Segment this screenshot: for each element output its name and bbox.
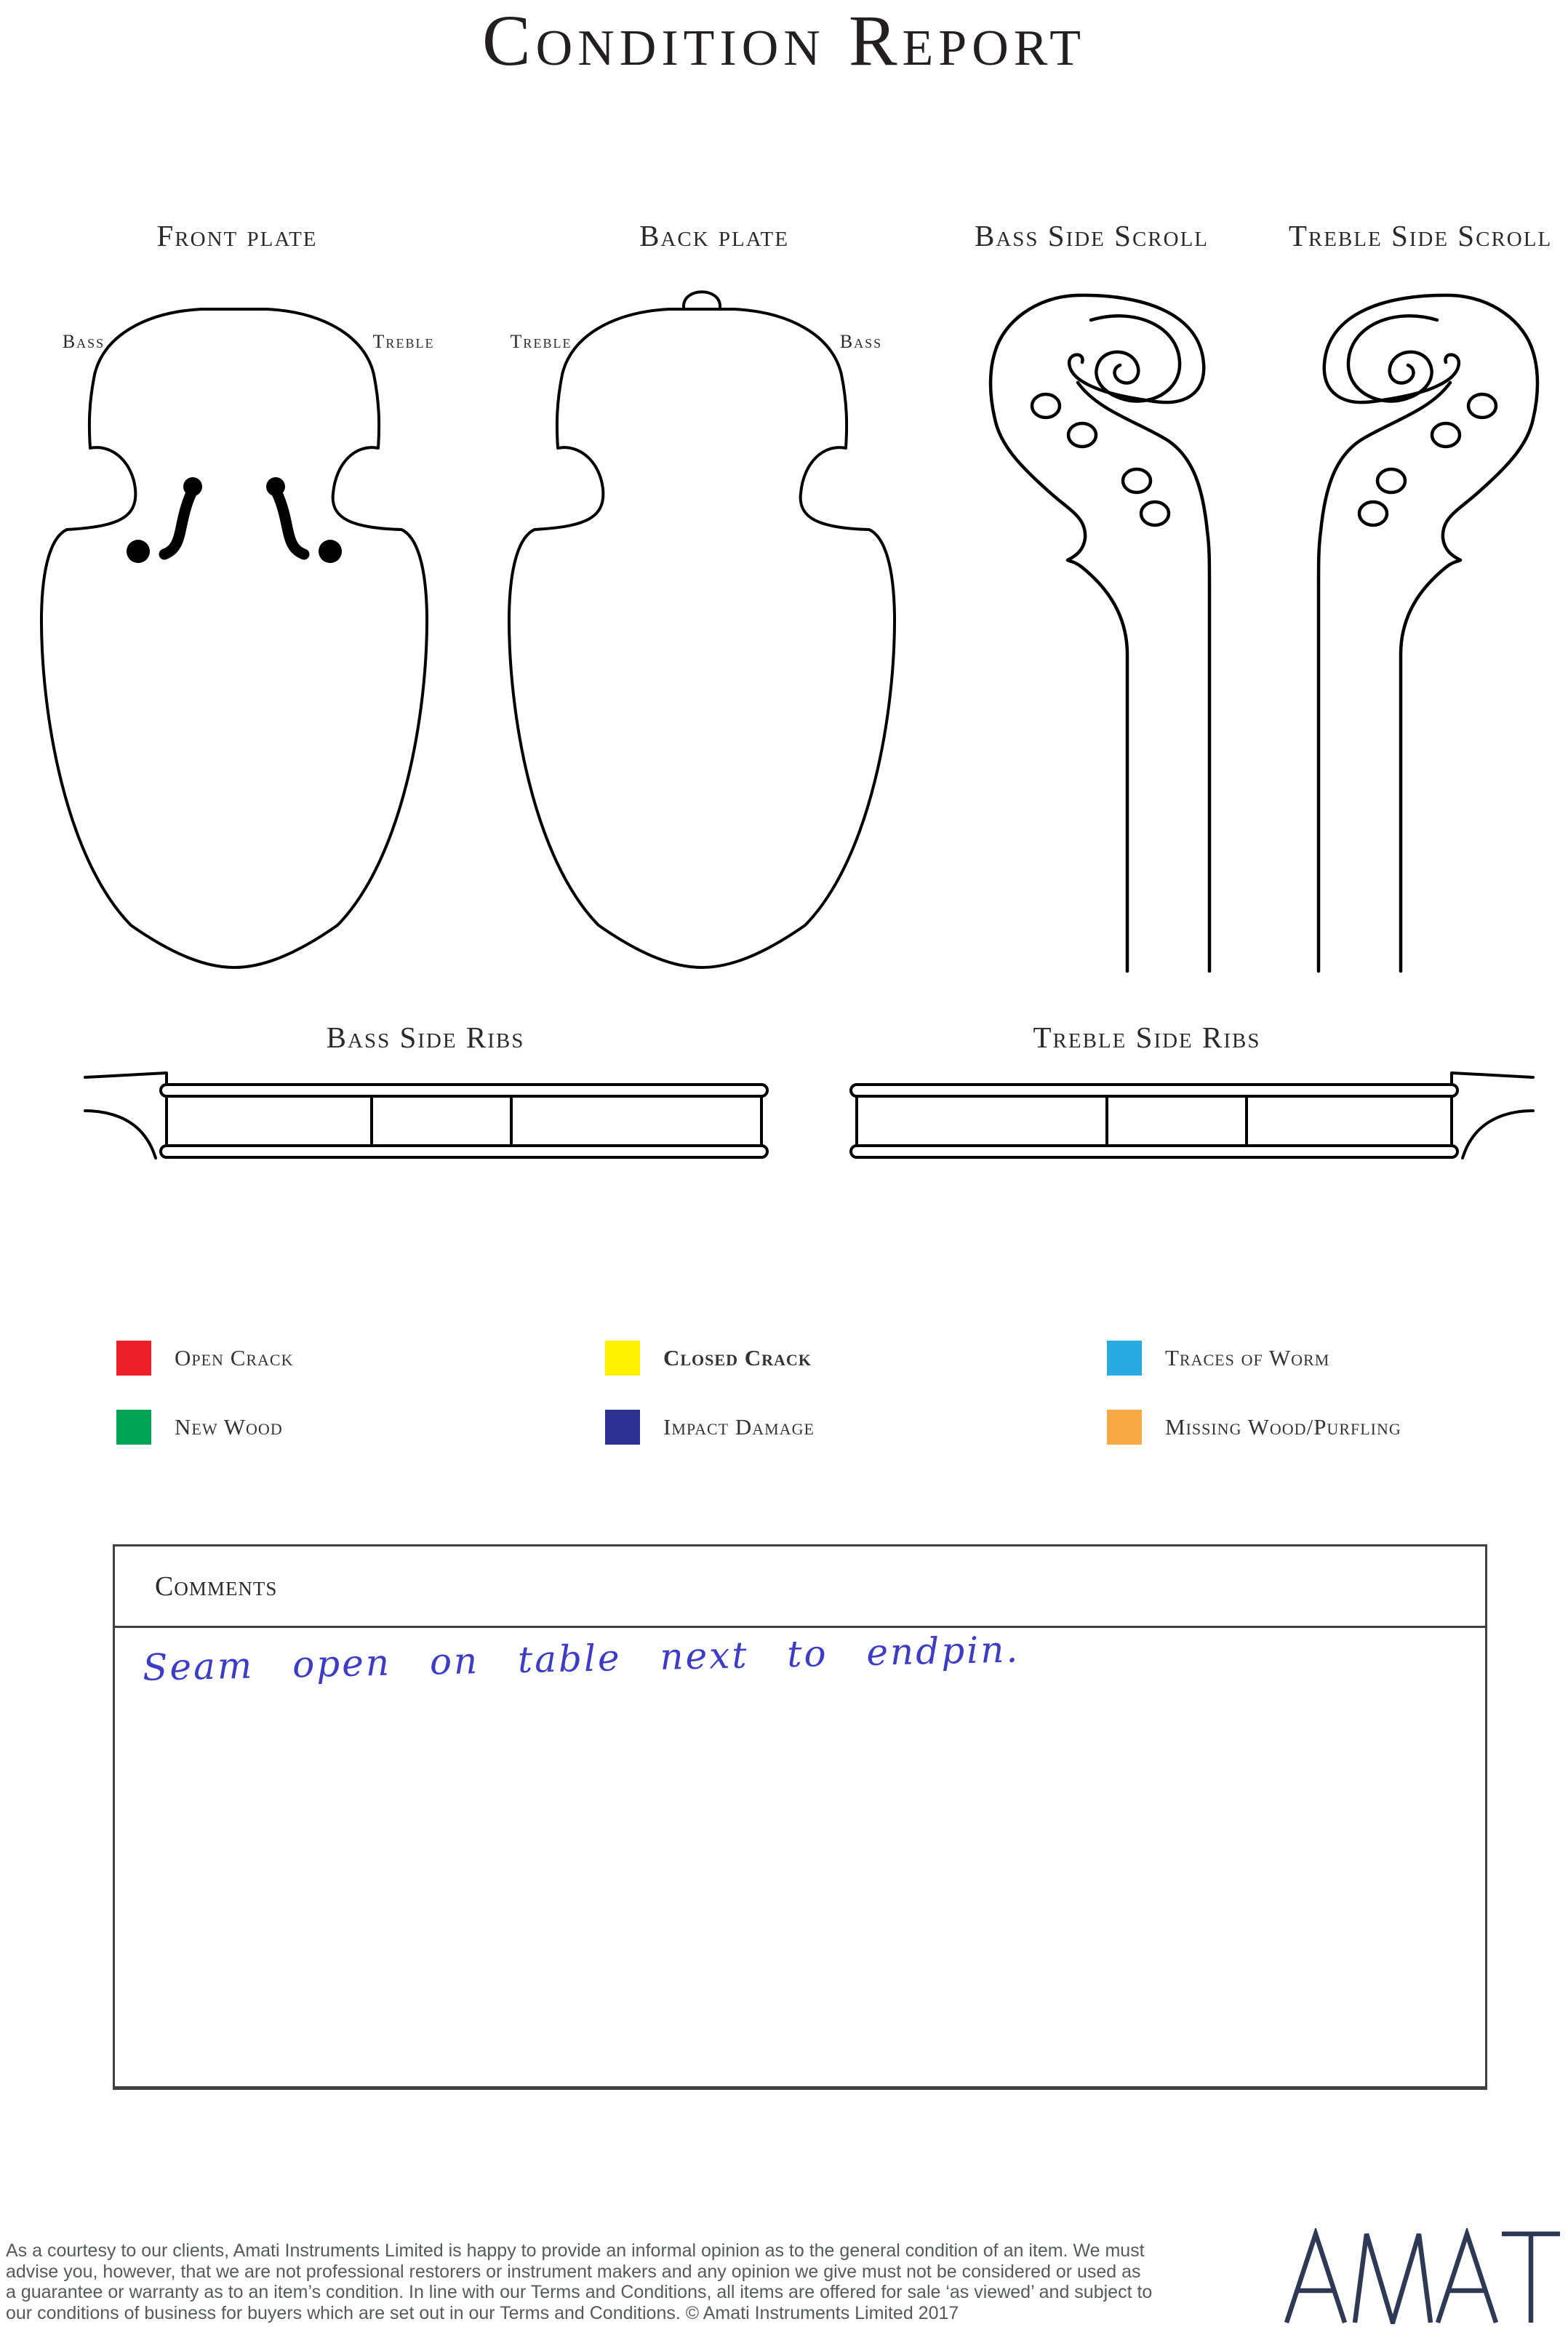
bass-scroll-diagram <box>960 276 1265 975</box>
missing-wood-label: Missing Wood/Purfling <box>1165 1414 1401 1440</box>
new-wood-label: New Wood <box>175 1414 283 1440</box>
treble-scroll-diagram <box>1263 276 1568 975</box>
new-wood-swatch <box>116 1410 151 1445</box>
traces-of-worm-label: Traces of Worm <box>1165 1345 1330 1370</box>
back-plate-bass-label: Bass <box>839 331 883 352</box>
legend-item-open-crack <box>116 1341 294 1376</box>
treble-scroll-heading: Treble Side Scroll <box>1288 219 1553 252</box>
comments-header <box>115 1546 1485 1628</box>
treble-ribs-heading: Treble Side Ribs <box>1033 1021 1261 1054</box>
treble-ribs-diagram <box>844 1058 1535 1160</box>
front-plate-treble-label: Treble <box>372 331 435 352</box>
legend-item-new-wood <box>116 1410 283 1445</box>
bass-scroll-heading: Bass Side Scroll <box>974 219 1209 252</box>
disclaimer-line: advise you, however, that we are not professional restorers or instrument makers and any opinion we give must not be considered or used as <box>6 2261 1141 2282</box>
comments-box <box>113 1544 1487 2090</box>
legend-item-traces-of-worm <box>1107 1341 1329 1376</box>
disclaimer-line: our conditions of business for buyers which are set out in our Terms and Conditions. © Amati Instruments Limited 2017 <box>6 2302 959 2323</box>
page-title: Condition Report <box>481 0 1087 81</box>
legend-item-impact-damage <box>605 1410 815 1445</box>
closed-crack-label: Closed Crack <box>663 1345 812 1370</box>
amati-logo <box>1283 2228 1568 2324</box>
impact-damage-label: Impact Damage <box>663 1414 815 1440</box>
front-plate-diagram <box>36 306 433 971</box>
bass-ribs-diagram <box>84 1058 775 1160</box>
handwritten-comment: Seam open on table next to endpin. <box>142 1628 1020 1689</box>
bass-ribs-heading: Bass Side Ribs <box>326 1021 525 1054</box>
legend-item-closed-crack <box>605 1341 812 1376</box>
closed-crack-swatch <box>605 1341 640 1376</box>
disclaimer-text <box>6 2240 1169 2323</box>
disclaimer-line: As a courtesy to our clients, Amati Instruments Limited is happy to provide an informal opinion as to the general condition of an item. We must <box>6 2240 1145 2261</box>
back-plate-heading: Back plate <box>639 219 789 252</box>
comments-title: Comments <box>155 1570 278 1602</box>
missing-wood-swatch <box>1107 1410 1142 1445</box>
traces-of-worm-swatch <box>1107 1341 1142 1376</box>
front-plate-bass-label: Bass <box>62 331 105 352</box>
open-crack-swatch <box>116 1341 151 1376</box>
f-holes <box>127 477 342 563</box>
back-plate-button <box>684 292 720 308</box>
impact-damage-swatch <box>605 1410 640 1445</box>
front-plate-heading: Front plate <box>156 219 318 252</box>
back-plate-treble-label: Treble <box>510 331 572 352</box>
disclaimer-line: a guarantee or warranty as to an item’s condition. In line with our Terms and Conditions, all items are offered for sale ‘as viewed’ and subject to <box>6 2282 1153 2302</box>
legend-item-missing-wood <box>1107 1410 1401 1445</box>
open-crack-label: Open Crack <box>175 1345 294 1370</box>
back-plate-diagram <box>504 284 900 971</box>
